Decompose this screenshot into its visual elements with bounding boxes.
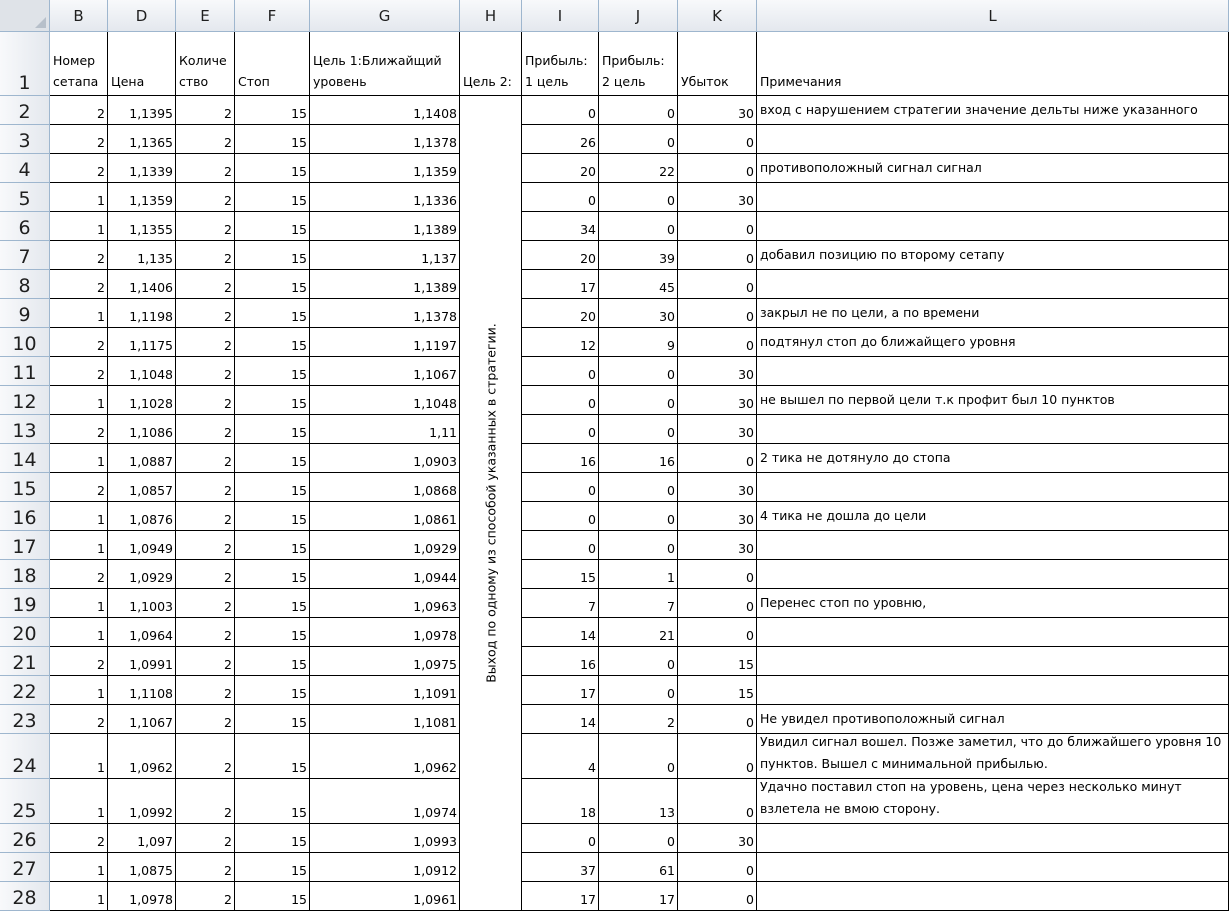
data-cell-target1[interactable]: 1,0912 [310, 853, 460, 882]
data-cell-setup[interactable]: 2 [50, 154, 108, 183]
data-cell-p2[interactable]: 0 [599, 212, 678, 241]
data-cell-p1[interactable]: 34 [522, 212, 599, 241]
data-cell-loss[interactable]: 0 [678, 154, 757, 183]
data-cell-loss[interactable]: 0 [678, 212, 757, 241]
data-cell-setup[interactable]: 1 [50, 444, 108, 473]
column-header-i[interactable]: I [522, 0, 599, 32]
data-cell-qty[interactable]: 2 [176, 125, 235, 154]
data-cell-p2[interactable]: 0 [599, 125, 678, 154]
data-cell-p1[interactable]: 0 [522, 502, 599, 531]
data-cell-loss[interactable]: 30 [678, 357, 757, 386]
data-cell-setup[interactable]: 2 [50, 241, 108, 270]
data-cell-p1[interactable]: 0 [522, 357, 599, 386]
data-cell-p2[interactable]: 22 [599, 154, 678, 183]
data-cell-p1[interactable]: 17 [522, 270, 599, 299]
column-header-h[interactable]: H [460, 0, 522, 32]
note-cell[interactable] [757, 183, 1229, 212]
note-cell[interactable]: 2 тика не дотянуло до стопа [757, 444, 1229, 473]
row-header-1[interactable]: 1 [0, 32, 50, 96]
data-cell-target1[interactable]: 1,1336 [310, 183, 460, 212]
data-cell-target1[interactable]: 1,1389 [310, 212, 460, 241]
data-cell-p2[interactable]: 9 [599, 328, 678, 357]
data-cell-p1[interactable]: 18 [522, 779, 599, 824]
row-header-22[interactable]: 22 [0, 676, 50, 705]
data-cell-p2[interactable]: 0 [599, 357, 678, 386]
data-cell-qty[interactable]: 2 [176, 473, 235, 502]
data-cell-target1[interactable]: 1,0978 [310, 618, 460, 647]
data-cell-setup[interactable]: 2 [50, 705, 108, 734]
row-header-19[interactable]: 19 [0, 589, 50, 618]
header-cell-profit1[interactable]: Прибыль: 1 цель [522, 32, 599, 96]
data-cell-loss[interactable]: 0 [678, 589, 757, 618]
data-cell-qty[interactable]: 2 [176, 183, 235, 212]
data-cell-loss[interactable]: 0 [678, 299, 757, 328]
data-cell-p2[interactable]: 0 [599, 386, 678, 415]
data-cell-stop[interactable]: 15 [235, 125, 310, 154]
row-header-27[interactable]: 27 [0, 853, 50, 882]
note-cell[interactable]: закрыл не по цели, а по времени [757, 299, 1229, 328]
data-cell-qty[interactable]: 2 [176, 560, 235, 589]
data-cell-p2[interactable]: 61 [599, 853, 678, 882]
data-cell-stop[interactable]: 15 [235, 676, 310, 705]
data-cell-price[interactable]: 1,097 [108, 824, 176, 853]
note-cell[interactable] [757, 357, 1229, 386]
target2-vertical-text: Выход по одному из способой указанных в стратегии. [483, 323, 498, 683]
row-header-28[interactable]: 28 [0, 882, 50, 911]
header-cell-target1[interactable]: Цель 1:Ближайщий уровень [310, 32, 460, 96]
data-cell-p1[interactable]: 37 [522, 853, 599, 882]
row-header-10[interactable]: 10 [0, 328, 50, 357]
data-cell-setup[interactable]: 2 [50, 357, 108, 386]
data-cell-setup[interactable]: 1 [50, 779, 108, 824]
data-cell-target1[interactable]: 1,0861 [310, 502, 460, 531]
data-cell-p2[interactable]: 0 [599, 502, 678, 531]
row-header-2[interactable]: 2 [0, 96, 50, 125]
data-cell-setup[interactable]: 2 [50, 560, 108, 589]
data-cell-setup[interactable]: 2 [50, 270, 108, 299]
data-cell-price[interactable]: 1,135 [108, 241, 176, 270]
data-cell-p2[interactable]: 0 [599, 183, 678, 212]
data-cell-p1[interactable]: 14 [522, 618, 599, 647]
data-cell-loss[interactable]: 0 [678, 734, 757, 779]
data-cell-target1[interactable]: 1,1197 [310, 328, 460, 357]
data-cell-target1[interactable]: 1,137 [310, 241, 460, 270]
data-cell-p1[interactable]: 12 [522, 328, 599, 357]
data-cell-stop[interactable]: 15 [235, 589, 310, 618]
data-cell-price[interactable]: 1,1359 [108, 183, 176, 212]
note-cell[interactable]: не вышел по первой цели т.к профит был 10 пунктов [757, 386, 1229, 415]
column-header-e[interactable]: E [176, 0, 235, 32]
data-cell-stop[interactable]: 15 [235, 882, 310, 911]
data-cell-qty[interactable]: 2 [176, 154, 235, 183]
data-cell-p2[interactable]: 1 [599, 560, 678, 589]
data-cell-stop[interactable]: 15 [235, 328, 310, 357]
row-header-6[interactable]: 6 [0, 212, 50, 241]
data-cell-stop[interactable]: 15 [235, 270, 310, 299]
data-cell-qty[interactable]: 2 [176, 96, 235, 125]
data-cell-p2[interactable]: 13 [599, 779, 678, 824]
data-cell-loss[interactable]: 0 [678, 270, 757, 299]
row-header-21[interactable]: 21 [0, 647, 50, 676]
data-cell-p1[interactable]: 0 [522, 473, 599, 502]
data-cell-stop[interactable]: 15 [235, 560, 310, 589]
data-cell-loss[interactable]: 30 [678, 386, 757, 415]
data-cell-qty[interactable]: 2 [176, 779, 235, 824]
row-header-3[interactable]: 3 [0, 125, 50, 154]
note-cell[interactable] [757, 473, 1229, 502]
data-cell-qty[interactable]: 2 [176, 853, 235, 882]
data-cell-qty[interactable]: 2 [176, 241, 235, 270]
data-cell-qty[interactable]: 2 [176, 270, 235, 299]
data-cell-loss[interactable]: 0 [678, 241, 757, 270]
data-cell-p1[interactable]: 20 [522, 154, 599, 183]
data-cell-target1[interactable]: 1,1359 [310, 154, 460, 183]
row-header-16[interactable]: 16 [0, 502, 50, 531]
note-cell[interactable]: Перенес стоп по уровню, [757, 589, 1229, 618]
data-cell-p1[interactable]: 26 [522, 125, 599, 154]
data-cell-stop[interactable]: 15 [235, 386, 310, 415]
data-cell-setup[interactable]: 2 [50, 647, 108, 676]
data-cell-qty[interactable]: 2 [176, 502, 235, 531]
data-cell-p2[interactable]: 0 [599, 473, 678, 502]
data-cell-qty[interactable]: 2 [176, 357, 235, 386]
header-cell-stop[interactable]: Стоп [235, 32, 310, 96]
note-cell[interactable]: противоположный сигнал сигнал [757, 154, 1229, 183]
data-cell-price[interactable]: 1,1048 [108, 357, 176, 386]
data-cell-qty[interactable]: 2 [176, 444, 235, 473]
data-cell-setup[interactable]: 2 [50, 824, 108, 853]
note-cell[interactable] [757, 882, 1229, 911]
data-cell-setup[interactable]: 2 [50, 328, 108, 357]
data-cell-setup[interactable]: 1 [50, 676, 108, 705]
data-cell-target1[interactable]: 1,1091 [310, 676, 460, 705]
data-cell-p1[interactable]: 16 [522, 647, 599, 676]
data-cell-stop[interactable]: 15 [235, 357, 310, 386]
data-cell-target1[interactable]: 1,0961 [310, 882, 460, 911]
note-cell[interactable]: вход с нарушением стратегии значение дельты ниже указанного [757, 96, 1229, 125]
data-cell-loss[interactable]: 0 [678, 444, 757, 473]
data-cell-p2[interactable]: 17 [599, 882, 678, 911]
data-cell-setup[interactable]: 1 [50, 212, 108, 241]
data-cell-price[interactable]: 1,1086 [108, 415, 176, 444]
row-header-5[interactable]: 5 [0, 183, 50, 212]
data-cell-stop[interactable]: 15 [235, 618, 310, 647]
data-cell-target1[interactable]: 1,1048 [310, 386, 460, 415]
data-cell-target1[interactable]: 1,0963 [310, 589, 460, 618]
data-cell-stop[interactable]: 15 [235, 705, 310, 734]
note-cell[interactable]: 4 тика не дошла до цели [757, 502, 1229, 531]
column-header-g[interactable]: G [310, 0, 460, 32]
note-cell[interactable]: Увидил сигнал вошел. Позже заметил, что до ближайшего уровня 10 пунктов. Вышел с минимальной прибылью. [757, 734, 1229, 779]
data-cell-price[interactable]: 1,1406 [108, 270, 176, 299]
row-header-12[interactable]: 12 [0, 386, 50, 415]
data-cell-p1[interactable]: 0 [522, 824, 599, 853]
note-cell[interactable] [757, 853, 1229, 882]
data-cell-price[interactable]: 1,0978 [108, 882, 176, 911]
data-cell-qty[interactable]: 2 [176, 589, 235, 618]
row-header-14[interactable]: 14 [0, 444, 50, 473]
data-cell-qty[interactable]: 2 [176, 415, 235, 444]
data-cell-price[interactable]: 1,1365 [108, 125, 176, 154]
row-header-15[interactable]: 15 [0, 473, 50, 502]
data-cell-stop[interactable]: 15 [235, 502, 310, 531]
data-cell-p1[interactable]: 17 [522, 882, 599, 911]
data-cell-stop[interactable]: 15 [235, 444, 310, 473]
target2-merged-cell[interactable] [460, 96, 522, 911]
note-cell[interactable] [757, 824, 1229, 853]
note-cell[interactable]: добавил позицию по второму сетапу [757, 241, 1229, 270]
data-cell-loss[interactable]: 15 [678, 647, 757, 676]
data-cell-p2[interactable]: 30 [599, 299, 678, 328]
note-cell[interactable] [757, 618, 1229, 647]
data-cell-p1[interactable]: 4 [522, 734, 599, 779]
data-cell-price[interactable]: 1,1108 [108, 676, 176, 705]
data-cell-qty[interactable]: 2 [176, 647, 235, 676]
data-cell-p1[interactable]: 0 [522, 415, 599, 444]
data-cell-qty[interactable]: 2 [176, 299, 235, 328]
data-cell-price[interactable]: 1,0992 [108, 779, 176, 824]
note-cell[interactable] [757, 415, 1229, 444]
data-cell-price[interactable]: 1,1198 [108, 299, 176, 328]
data-cell-price[interactable]: 1,0929 [108, 560, 176, 589]
data-cell-setup[interactable]: 1 [50, 618, 108, 647]
data-cell-p2[interactable]: 0 [599, 531, 678, 560]
data-cell-p2[interactable]: 7 [599, 589, 678, 618]
data-cell-setup[interactable]: 2 [50, 96, 108, 125]
data-cell-setup[interactable]: 1 [50, 299, 108, 328]
data-cell-p2[interactable]: 16 [599, 444, 678, 473]
data-cell-qty[interactable]: 2 [176, 676, 235, 705]
data-cell-p2[interactable]: 0 [599, 647, 678, 676]
data-cell-p2[interactable]: 39 [599, 241, 678, 270]
row-header-20[interactable]: 20 [0, 618, 50, 647]
data-cell-target1[interactable]: 1,1081 [310, 705, 460, 734]
row-header-7[interactable]: 7 [0, 241, 50, 270]
data-cell-stop[interactable]: 15 [235, 415, 310, 444]
data-cell-qty[interactable]: 2 [176, 734, 235, 779]
header-cell-setup-number[interactable]: Номер сетапа [50, 32, 108, 96]
data-cell-stop[interactable]: 15 [235, 183, 310, 212]
data-cell-p1[interactable]: 15 [522, 560, 599, 589]
data-cell-p1[interactable]: 7 [522, 589, 599, 618]
data-cell-p1[interactable]: 0 [522, 96, 599, 125]
data-cell-qty[interactable]: 2 [176, 212, 235, 241]
data-cell-setup[interactable]: 2 [50, 125, 108, 154]
data-cell-qty[interactable]: 2 [176, 531, 235, 560]
note-cell[interactable] [757, 531, 1229, 560]
data-cell-loss[interactable]: 0 [678, 779, 757, 824]
data-cell-target1[interactable]: 1,1378 [310, 299, 460, 328]
note-cell[interactable] [757, 270, 1229, 299]
row-header-24[interactable]: 24 [0, 734, 50, 779]
column-header-l[interactable]: L [757, 0, 1229, 32]
data-cell-p2[interactable]: 0 [599, 676, 678, 705]
data-cell-price[interactable]: 1,0876 [108, 502, 176, 531]
data-cell-setup[interactable]: 1 [50, 502, 108, 531]
header-cell-quantity[interactable]: Количе ство [176, 32, 235, 96]
data-cell-loss[interactable]: 30 [678, 531, 757, 560]
data-cell-price[interactable]: 1,1003 [108, 589, 176, 618]
data-cell-stop[interactable]: 15 [235, 853, 310, 882]
column-header-k[interactable]: K [678, 0, 757, 32]
data-cell-target1[interactable]: 1,0974 [310, 779, 460, 824]
data-cell-price[interactable]: 1,0949 [108, 531, 176, 560]
data-cell-p2[interactable]: 21 [599, 618, 678, 647]
note-cell[interactable]: Удачно поставил стоп на уровень, цена через несколько минут взлетела не вмою сторону. [757, 779, 1229, 824]
header-cell-profit2[interactable]: Прибыль: 2 цель [599, 32, 678, 96]
row-header-17[interactable]: 17 [0, 531, 50, 560]
note-cell[interactable] [757, 676, 1229, 705]
data-cell-setup[interactable]: 1 [50, 386, 108, 415]
row-header-11[interactable]: 11 [0, 357, 50, 386]
data-cell-stop[interactable]: 15 [235, 779, 310, 824]
data-cell-qty[interactable]: 2 [176, 328, 235, 357]
data-cell-p2[interactable]: 0 [599, 734, 678, 779]
column-header-d[interactable]: D [108, 0, 176, 32]
data-cell-target1[interactable]: 1,1378 [310, 125, 460, 154]
data-cell-target1[interactable]: 1,0929 [310, 531, 460, 560]
data-cell-setup[interactable]: 2 [50, 473, 108, 502]
column-header-b[interactable]: B [50, 0, 108, 32]
data-cell-loss[interactable]: 15 [678, 676, 757, 705]
data-cell-target1[interactable]: 1,1408 [310, 96, 460, 125]
data-cell-loss[interactable]: 0 [678, 853, 757, 882]
row-header-9[interactable]: 9 [0, 299, 50, 328]
data-cell-p1[interactable]: 20 [522, 241, 599, 270]
data-cell-target1[interactable]: 1,0993 [310, 824, 460, 853]
data-cell-target1[interactable]: 1,1067 [310, 357, 460, 386]
data-cell-qty[interactable]: 2 [176, 705, 235, 734]
data-cell-price[interactable]: 1,1028 [108, 386, 176, 415]
data-cell-p2[interactable]: 0 [599, 824, 678, 853]
data-cell-loss[interactable]: 0 [678, 618, 757, 647]
data-cell-price[interactable]: 1,0887 [108, 444, 176, 473]
data-cell-target1[interactable]: 1,0868 [310, 473, 460, 502]
row-header-26[interactable]: 26 [0, 824, 50, 853]
data-cell-price[interactable]: 1,0857 [108, 473, 176, 502]
data-cell-price[interactable]: 1,0991 [108, 647, 176, 676]
header-cell-notes[interactable]: Примечания [757, 32, 1229, 96]
data-cell-price[interactable]: 1,1339 [108, 154, 176, 183]
data-cell-stop[interactable]: 15 [235, 473, 310, 502]
data-cell-price[interactable]: 1,0964 [108, 618, 176, 647]
header-cell-price[interactable]: Цена [108, 32, 176, 96]
data-cell-p1[interactable]: 17 [522, 676, 599, 705]
data-cell-price[interactable]: 1,1067 [108, 705, 176, 734]
row-header-23[interactable]: 23 [0, 705, 50, 734]
data-cell-stop[interactable]: 15 [235, 824, 310, 853]
note-cell[interactable] [757, 560, 1229, 589]
data-cell-loss[interactable]: 0 [678, 125, 757, 154]
data-cell-p1[interactable]: 20 [522, 299, 599, 328]
data-cell-stop[interactable]: 15 [235, 212, 310, 241]
column-header-f[interactable]: F [235, 0, 310, 32]
data-cell-qty[interactable]: 2 [176, 618, 235, 647]
data-cell-stop[interactable]: 15 [235, 241, 310, 270]
select-all-triangle-icon [35, 17, 46, 28]
data-cell-qty[interactable]: 2 [176, 882, 235, 911]
data-cell-loss[interactable]: 0 [678, 882, 757, 911]
data-cell-loss[interactable]: 30 [678, 415, 757, 444]
row-header-25[interactable]: 25 [0, 779, 50, 824]
data-cell-stop[interactable]: 15 [235, 734, 310, 779]
data-cell-loss[interactable]: 30 [678, 183, 757, 212]
data-cell-qty[interactable]: 2 [176, 824, 235, 853]
row-header-18[interactable]: 18 [0, 560, 50, 589]
data-cell-setup[interactable]: 1 [50, 589, 108, 618]
row-header-13[interactable]: 13 [0, 415, 50, 444]
data-cell-p1[interactable]: 0 [522, 183, 599, 212]
data-cell-stop[interactable]: 15 [235, 154, 310, 183]
select-all-corner[interactable] [0, 0, 50, 32]
data-cell-p1[interactable]: 0 [522, 386, 599, 415]
data-cell-target1[interactable]: 1,0903 [310, 444, 460, 473]
data-cell-price[interactable]: 1,0875 [108, 853, 176, 882]
data-cell-target1[interactable]: 1,0975 [310, 647, 460, 676]
data-cell-qty[interactable]: 2 [176, 386, 235, 415]
data-cell-setup[interactable]: 1 [50, 853, 108, 882]
note-cell[interactable] [757, 212, 1229, 241]
data-cell-p2[interactable]: 0 [599, 96, 678, 125]
data-cell-loss[interactable]: 0 [678, 560, 757, 589]
data-cell-target1[interactable]: 1,1389 [310, 270, 460, 299]
data-cell-stop[interactable]: 15 [235, 96, 310, 125]
data-cell-p2[interactable]: 0 [599, 415, 678, 444]
data-cell-p2[interactable]: 45 [599, 270, 678, 299]
data-cell-setup[interactable]: 1 [50, 734, 108, 779]
data-cell-loss[interactable]: 30 [678, 824, 757, 853]
header-cell-loss[interactable]: Убыток [678, 32, 757, 96]
data-cell-p1[interactable]: 14 [522, 705, 599, 734]
data-cell-target1[interactable]: 1,0962 [310, 734, 460, 779]
note-cell[interactable] [757, 125, 1229, 154]
data-cell-setup[interactable]: 2 [50, 415, 108, 444]
data-cell-price[interactable]: 1,1355 [108, 212, 176, 241]
column-header-j[interactable]: J [599, 0, 678, 32]
data-cell-target1[interactable]: 1,0944 [310, 560, 460, 589]
note-cell[interactable]: Не увидел противоположный сигнал [757, 705, 1229, 734]
data-cell-p1[interactable]: 0 [522, 531, 599, 560]
data-cell-stop[interactable]: 15 [235, 299, 310, 328]
row-header-4[interactable]: 4 [0, 154, 50, 183]
header-cell-target2[interactable]: Цель 2: [460, 32, 522, 96]
data-cell-target1[interactable]: 1,11 [310, 415, 460, 444]
data-cell-price[interactable]: 1,1395 [108, 96, 176, 125]
data-cell-loss[interactable]: 30 [678, 473, 757, 502]
data-cell-setup[interactable]: 1 [50, 531, 108, 560]
data-cell-price[interactable]: 1,0962 [108, 734, 176, 779]
data-cell-loss[interactable]: 30 [678, 502, 757, 531]
data-cell-p2[interactable]: 2 [599, 705, 678, 734]
row-header-8[interactable]: 8 [0, 270, 50, 299]
note-cell[interactable] [757, 647, 1229, 676]
data-cell-loss[interactable]: 0 [678, 328, 757, 357]
data-cell-stop[interactable]: 15 [235, 647, 310, 676]
data-cell-setup[interactable]: 1 [50, 882, 108, 911]
data-cell-p1[interactable]: 16 [522, 444, 599, 473]
data-cell-setup[interactable]: 1 [50, 183, 108, 212]
data-cell-price[interactable]: 1,1175 [108, 328, 176, 357]
data-cell-loss[interactable]: 30 [678, 96, 757, 125]
data-cell-loss[interactable]: 0 [678, 705, 757, 734]
note-cell[interactable]: подтянул стоп до ближайщего уровня [757, 328, 1229, 357]
data-cell-stop[interactable]: 15 [235, 531, 310, 560]
